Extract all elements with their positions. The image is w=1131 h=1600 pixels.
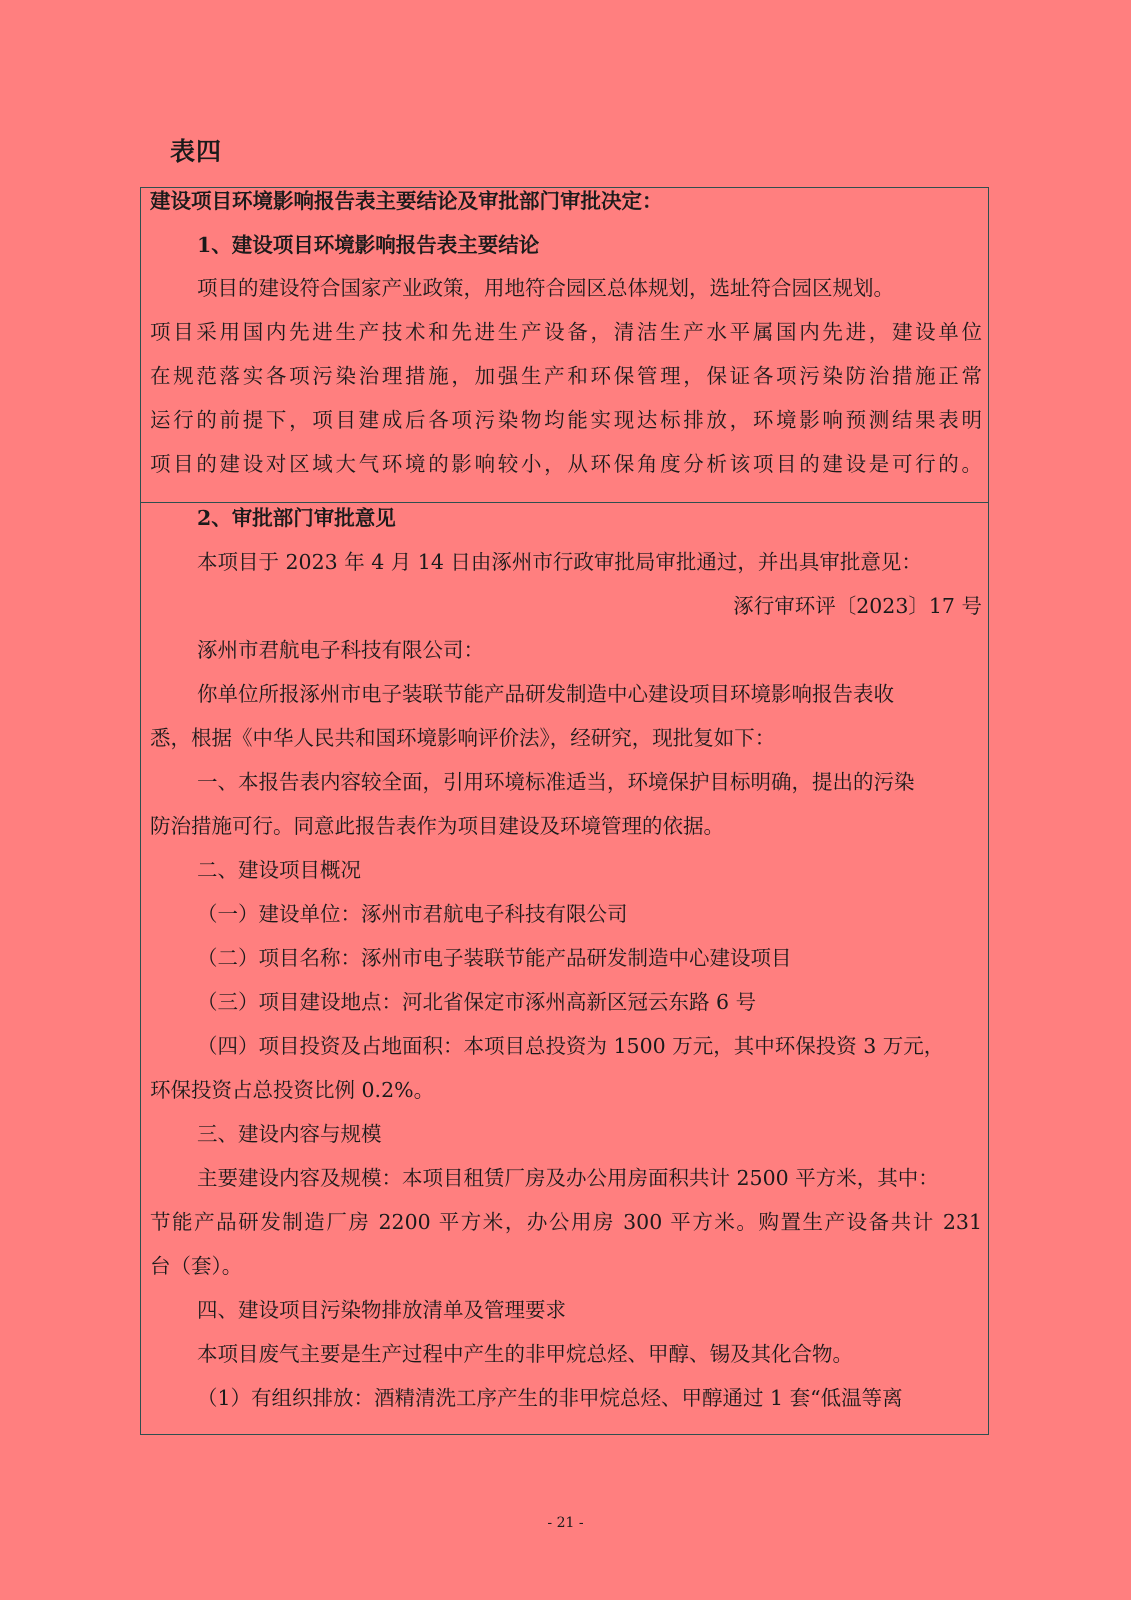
addressee: 涿州市君航电子科技有限公司：	[197, 638, 484, 662]
paragraph-line: 一、本报告表内容较全面，引用环境标准适当，环境保护目标明确，提出的污染	[197, 770, 915, 794]
paragraph-line: 主要建设内容及规模：本项目租赁厂房及办公用房面积共计 2500 平方米，其中：	[197, 1166, 939, 1190]
section-heading: 二、建设项目概况	[197, 858, 361, 882]
section-header: 建设项目环境影响报告表主要结论及审批部门审批决定：	[150, 189, 663, 213]
overview-item: （一）建设单位：涿州市君航电子科技有限公司	[197, 902, 628, 926]
paragraph-line: 台（套）。	[150, 1254, 243, 1278]
page-number: - 21 -	[547, 1515, 584, 1531]
overview-item: （三）项目建设地点：河北省保定市涿州高新区冠云东路 6 号	[197, 990, 757, 1014]
part1-line: 运行的前提下，项目建成后各项污染物均能实现达标排放，环境影响预测结果表明	[150, 408, 982, 432]
part1-line: 项目的建设符合国家产业政策，用地符合园区总体规划，选址符合园区规划。	[197, 276, 894, 300]
section-heading: 四、建设项目污染物排放清单及管理要求	[197, 1298, 566, 1322]
paragraph-line: 防治措施可行。同意此报告表作为项目建设及环境管理的依据。	[150, 814, 724, 838]
part1-line: 项目的建设对区域大气环境的影响较小，从环保角度分析该项目的建设是可行的。	[150, 452, 982, 476]
part2-heading: 2、审批部门审批意见	[197, 506, 396, 530]
overview-item: 环保投资占总投资比例 0.2%。	[150, 1078, 435, 1102]
part1-line: 项目采用国内先进生产技术和先进生产设备，清洁生产水平属国内先进，建设单位	[150, 320, 982, 344]
paragraph-line: 你单位所报涿州市电子装联节能产品研发制造中心建设项目环境影响报告表收	[197, 682, 894, 706]
paragraph-line: 节能产品研发制造厂房 2200 平方米，办公用房 300 平方米。购置生产设备共计 231	[150, 1210, 982, 1234]
approval-intro: 本项目于 2023 年 4 月 14 日由涿州市行政审批局审批通过，并出具审批意见：	[197, 550, 922, 574]
part1-heading: 1、建设项目环境影响报告表主要结论	[197, 233, 540, 257]
paragraph-line: 悉，根据《中华人民共和国环境影响评价法》，经研究，现批复如下：	[150, 726, 776, 750]
overview-item: （二）项目名称：涿州市电子装联节能产品研发制造中心建设项目	[197, 946, 792, 970]
section-heading: 三、建设内容与规模	[197, 1122, 382, 1146]
paragraph-line: （1）有组织排放：酒精清洗工序产生的非甲烷总烃、甲醇通过 1 套“低温等离	[197, 1386, 903, 1410]
part1-line: 在规范落实各项污染治理措施，加强生产和环保管理，保证各项污染防治措施正常	[150, 364, 982, 388]
overview-item: （四）项目投资及占地面积：本项目总投资为 1500 万元，其中环保投资 3 万元，	[197, 1034, 945, 1058]
paragraph-line: 本项目废气主要是生产过程中产生的非甲烷总烃、甲醇、锡及其化合物。	[197, 1342, 853, 1366]
document-number: 涿行审环评〔2023〕17 号	[733, 594, 982, 618]
table-title: 表四	[170, 137, 223, 166]
